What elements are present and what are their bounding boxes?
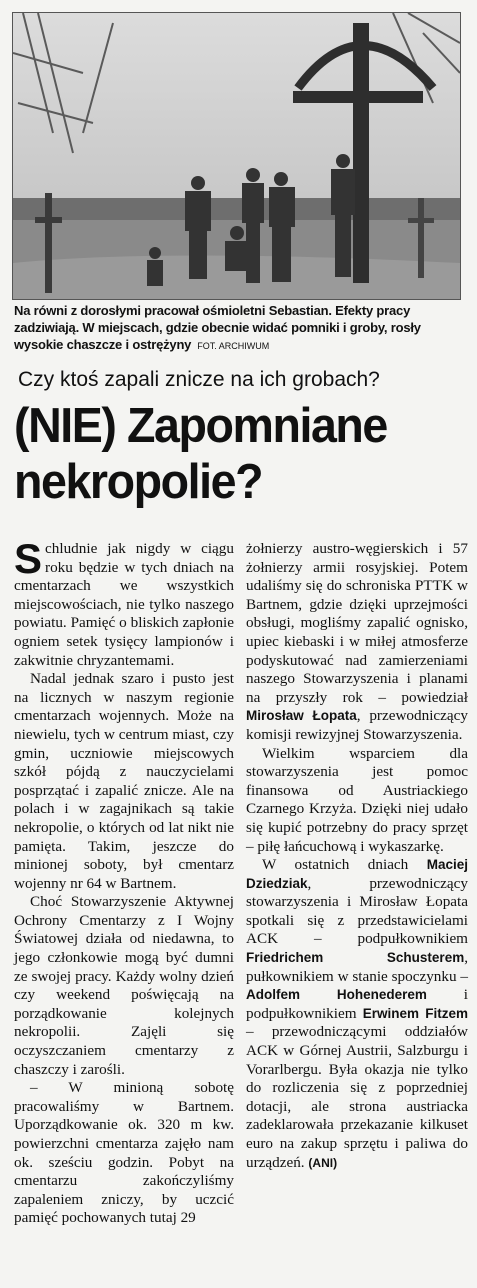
article-paragraph: Wielkim wsparciem dla stowarzyszenia jest pomoc finansowa od Austriackiego Czarnego Krzyża. Dzięki niej udało się kupić potrzebny do pracy sprzęt – piłę łańcuchową i wykaszarkę. [246,744,468,855]
paragraph-text: , pułkownikiem w stanie spoczynku – [246,949,468,985]
article-paragraph: – W minioną sobotę pracowaliśmy w Bartnem. Uporządkowanie ok. 320 m kw. powierzchni cmentarza zajęło nam ok. sześciu godzin. Pobyt na cmentarzu zakończyliśmy zapaleniem zniczy, by uczcić pamięć pochowanych tutaj 29 [14,1079,234,1227]
paragraph-text: , przewodniczący komisji rewizyjnej Stowarzyszenia. [246,707,468,743]
person-name: Maciej Dziedziak [246,857,469,891]
paragraph-text: W ostatnich dniach [262,856,409,874]
article-column-right [246,540,468,1172]
drop-cap: S [14,535,43,582]
photo-caption [14,302,466,355]
person-name: Adolfem Hohenederem [246,987,427,1003]
photo-credit: FOT. ARCHIWUM [197,341,270,351]
article-kicker: Czy ktoś zapali znicze na ich grobach? [18,368,380,391]
paragraph-text: , przewodniczący stowarzyszenia i Mirosław Łopata spotkali się z przedstawicielami ACK – podpułkownikiem [246,874,468,948]
person-name: Mirosław Łopata [246,708,357,724]
article-headline: (NIE) Zapomniane nekropolie? [14,399,387,509]
article-paragraph: Nadal jednak szaro i pusto jest na licznych w naszym regionie cmentarzach wojennych. Może na niewielu, tych w centrum miast, czy gmin, uczniowie miejscowych szkół pójdą z nauczycielami posprzątać i zapalić znicze. Ale na polach i w zagajnikach są takie nekropolie, o których od lat nikt nie pamięta. Takim, jeszcze do minionej soboty, był cmentarz wojenny nr 64 w Bartnem. [14,670,234,892]
article-paragraph [14,535,234,670]
article-photo [12,12,461,300]
paragraph-text: żołnierzy austro-węgierskich i 57 żołnierzy armii rosyjskiej. Potem udaliśmy się do schroniska PTTK w Bartnem, gdzie dzięki uprzejmości obsługi, mogliśmy zapalić ognisko, upiec kiebaski i w miłej atmosferze podyskutować nad zamierzeniami naszego Stowarzyszenia i planami na przyszły rok – powiedział [246,540,468,706]
article-paragraph [246,540,468,745]
paragraph-text: – przewodniczącymi oddziałów ACK w Górnej Austrii, Salzburgu i Vorarlbergu. Była okazja nie tylko do rozliczenia się z poprzedniej dotacji, ale strona austriacka zadeklarowała przekazanie kilkuset euro na zakup sprzętu i paliwa do urządzeń. [246,1023,468,1171]
person-name: Friedrichem Schusterem [246,950,465,966]
article-column-left [14,535,234,1228]
author-signature: (ANI) [308,1155,338,1170]
article-paragraph: Choć Stowarzyszenie Aktywnej Ochrony Cmentarzy z I Wojny Światowej działa od niedawna, to jego członkowie mogą być dumni ze swojej pracy. Każdy wolny dzień czy weekend poświęcają na porządkowanie kolejnych nekropolii. Zajęli się oczyszczaniem cmentarzy z chaszczy i zarośli. [14,893,234,1078]
article-paragraph [246,856,468,1172]
photo-caption-text: Na równi z dorosłymi pracował ośmioletni Sebastian. Efekty pracy zadziwiają. W miejscach, gdzie obecnie widać pomniki i groby, rosły wysokie chaszcze i ostrężyny [14,303,421,352]
person-name: Erwinem Fitzem [362,1005,468,1021]
paragraph-text: i podpułkownikiem [246,986,468,1022]
paragraph-text: chludnie jak nigdy w ciągu roku będzie w tych dniach na cmentarzach we wszystkich miejscowościach, nie tylko naszego powiatu. Pamięć o bliskich zapłonie ogniem setek tysięcy lampionów i zakwitnie chryzantemami. [14,540,234,669]
